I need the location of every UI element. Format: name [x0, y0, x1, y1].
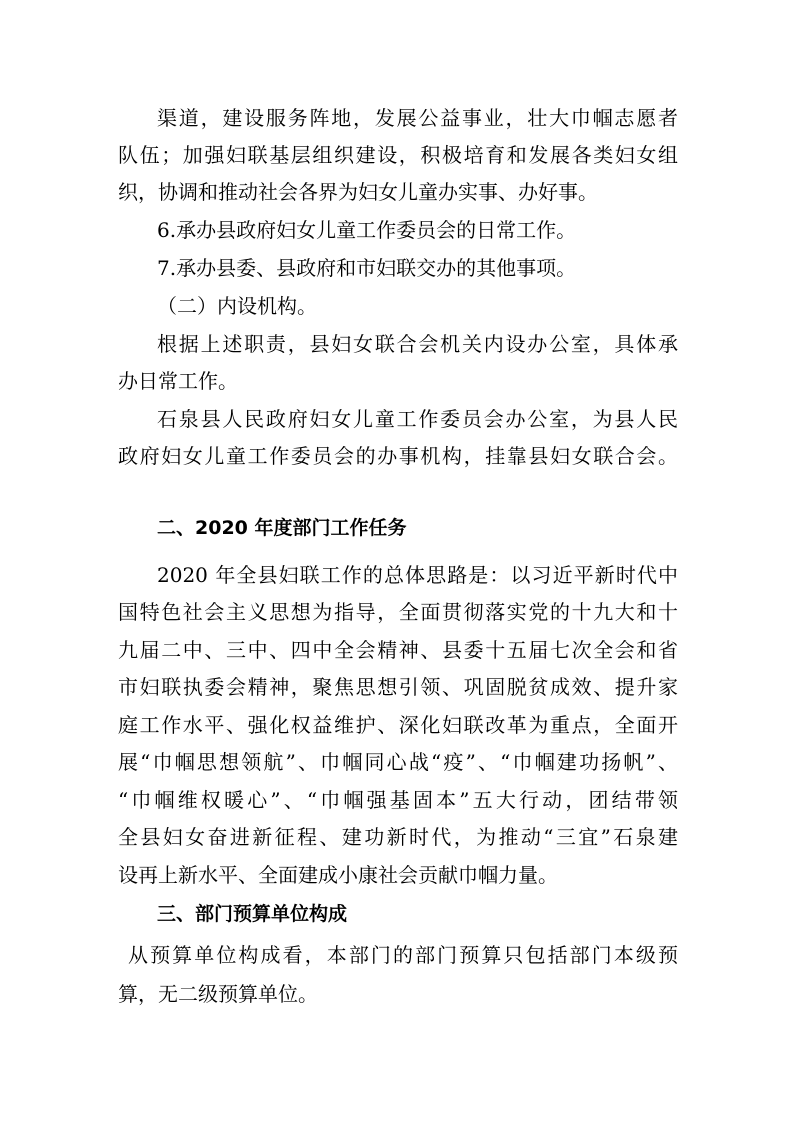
- paragraph-line: 市妇联执委会精神，聚焦思想引领、巩固脱贫成效、提升家: [118, 675, 678, 699]
- paragraph-line: 国特色社会主义思想为指导，全面贯彻落实党的十九大和十: [118, 600, 678, 624]
- paragraph-line: 展“巾帼思想领航”、巾帼同心战“疫”、“巾帼建功扬帆”、: [118, 750, 678, 774]
- paragraph-line: 办日常工作。: [118, 369, 238, 393]
- paragraph-line: 根据上述职责，县妇女联合会机关内设办公室，具体承: [157, 332, 678, 356]
- paragraph-line: 政府妇女儿童工作委员会的办事机构，挂靠县妇女联合会。: [118, 444, 678, 468]
- paragraph-line: 全县妇女奋进新征程、建功新时代，为推动“三宜”石泉建: [118, 825, 678, 849]
- paragraph-line: 石泉县人民政府妇女儿童工作委员会办公室，为县人民: [157, 407, 678, 431]
- paragraph-line: 2020 年全县妇联工作的总体思路是：以习近平新时代中: [157, 563, 678, 587]
- paragraph-line: 设再上新水平、全面建成小康社会贡献巾帼力量。: [118, 863, 558, 887]
- paragraph-line: 从预算单位构成看，本部门的部门预算只包括部门本级预: [128, 943, 678, 967]
- paragraph-line: 渠道，建设服务阵地，发展公益事业，壮大巾帼志愿者: [157, 106, 678, 130]
- paragraph-line: 织，协调和推动社会各界为妇女儿童办实事、办好事。: [118, 180, 598, 204]
- section-subheading: （二）内设机构。: [157, 294, 317, 318]
- section-heading: 三、部门预算单位构成: [157, 903, 348, 925]
- paragraph-line: 九届二中、三中、四中全会精神、县委十五届七次全会和省: [118, 638, 678, 662]
- paragraph-line: 7.承办县委、县政府和市妇联交办的其他事项。: [157, 256, 577, 280]
- paragraph-line: 队伍；加强妇联基层组织建设，积极培育和发展各类妇女组: [118, 143, 678, 167]
- paragraph-line: “巾帼维权暖心”、“巾帼强基固本”五大行动，团结带领: [118, 788, 678, 812]
- section-heading: 二、2020 年度部门工作任务: [157, 517, 407, 539]
- paragraph-line: 6.承办县政府妇女儿童工作委员会的日常工作。: [157, 218, 577, 242]
- paragraph-line: 庭工作水平、强化权益维护、深化妇联改革为重点，全面开: [118, 713, 678, 737]
- paragraph-line: 算，无二级预算单位。: [118, 982, 318, 1006]
